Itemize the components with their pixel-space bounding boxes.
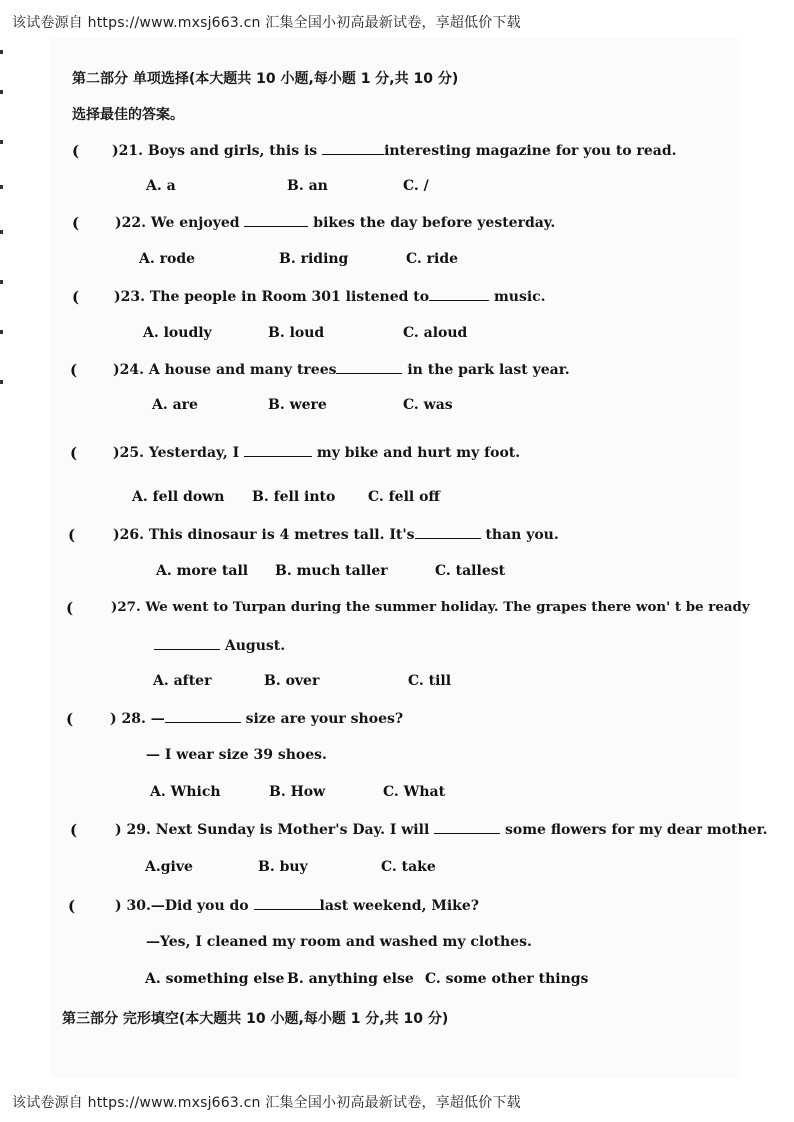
question-25: )25. Yesterday, I my bike and hurt my foot. [113, 445, 521, 461]
option-c: C. was [403, 397, 453, 413]
option-a: A. Which [150, 784, 221, 800]
option-a: A. something else [145, 971, 285, 987]
question-23: )23. The people in Room 301 listened to music. [114, 289, 546, 305]
option-c: C. till [408, 673, 452, 689]
answer-blank [429, 288, 489, 301]
option-b: B. over [264, 673, 320, 689]
option-b: B. riding [279, 251, 349, 267]
option-a: A. after [153, 673, 212, 689]
option-b: B. anything else [287, 971, 414, 987]
option-c: C. fell off [368, 489, 440, 505]
option-c: C. take [381, 859, 436, 875]
part2-title: 第二部分 单项选择(本大题共 10 小题,每小题 1 分,共 10 分) [72, 71, 459, 87]
question-29: ) 29. Next Sunday is Mother's Day. I will some flowers for my dear mother. [115, 822, 768, 838]
option-a: A. rode [139, 251, 196, 267]
question-28-reply: — I wear size 39 shoes. [146, 747, 327, 763]
answer-paren: ( [72, 288, 80, 306]
option-c: C. What [383, 784, 446, 800]
option-a: A. loudly [143, 325, 212, 341]
option-b: B. were [268, 397, 327, 413]
question-30: ) 30.—Did you do last weekend, Mike? [115, 898, 479, 914]
option-a: A. a [146, 178, 176, 194]
scanned-page [50, 38, 740, 1078]
answer-paren: ( [70, 361, 78, 379]
option-a: A. more tall [156, 563, 249, 579]
answer-paren: ( [68, 897, 76, 915]
answer-blank [254, 897, 320, 910]
answer-blank [165, 710, 241, 723]
option-b: B. an [287, 178, 328, 194]
answer-blank [154, 637, 220, 650]
answer-paren: ( [68, 526, 76, 544]
question-28: ) 28. — size are your shoes? [110, 711, 404, 727]
question-27: )27. We went to Turpan during the summer holiday. The grapes there won' t be ready [111, 599, 750, 615]
top-banner: 该试卷源自 https://www.mxsj663.cn 汇集全国小初高最新试卷，享超低价下载 [12, 15, 521, 31]
answer-paren: ( [70, 821, 78, 839]
option-c: C. ride [406, 251, 459, 267]
question-24: )24. A house and many trees in the park last year. [113, 362, 570, 378]
part3-title: 第三部分 完形填空(本大题共 10 小题,每小题 1 分,共 10 分) [62, 1011, 449, 1027]
option-a: A. fell down [132, 489, 225, 505]
option-b: B. fell into [252, 489, 336, 505]
answer-paren: ( [72, 214, 80, 232]
option-b: B. How [269, 784, 326, 800]
answer-blank [244, 444, 312, 457]
answer-paren: ( [72, 142, 80, 160]
answer-paren: ( [66, 710, 74, 728]
answer-paren: ( [66, 599, 74, 617]
option-a: A.give [145, 859, 193, 875]
option-a: A. are [152, 397, 198, 413]
answer-blank [434, 821, 500, 834]
question-27-continuation: August. [154, 637, 285, 654]
question-26: )26. This dinosaur is 4 metres tall. It's than you. [113, 527, 559, 543]
option-c: C. some other things [425, 971, 589, 987]
answer-blank [244, 214, 308, 227]
bottom-banner: 该试卷源自 https://www.mxsj663.cn 汇集全国小初高最新试卷，享超低价下载 [12, 1095, 521, 1111]
answer-blank [415, 526, 481, 539]
option-b: B. buy [258, 859, 308, 875]
answer-blank [322, 142, 384, 155]
binding-marks [0, 40, 6, 400]
question-30-reply: —Yes, I cleaned my room and washed my clothes. [146, 934, 532, 950]
option-b: B. much taller [275, 563, 388, 579]
option-c: C. tallest [435, 563, 506, 579]
option-b: B. loud [268, 325, 325, 341]
question-22: )22. We enjoyed bikes the day before yesterday. [115, 215, 556, 231]
answer-paren: ( [70, 444, 78, 462]
option-c: C. aloud [403, 325, 468, 341]
part2-instruction: 选择最佳的答案。 [72, 107, 184, 123]
option-c: C. / [403, 178, 429, 194]
question-21: )21. Boys and girls, this is interesting magazine for you to read. [112, 143, 677, 159]
answer-blank [336, 361, 402, 374]
